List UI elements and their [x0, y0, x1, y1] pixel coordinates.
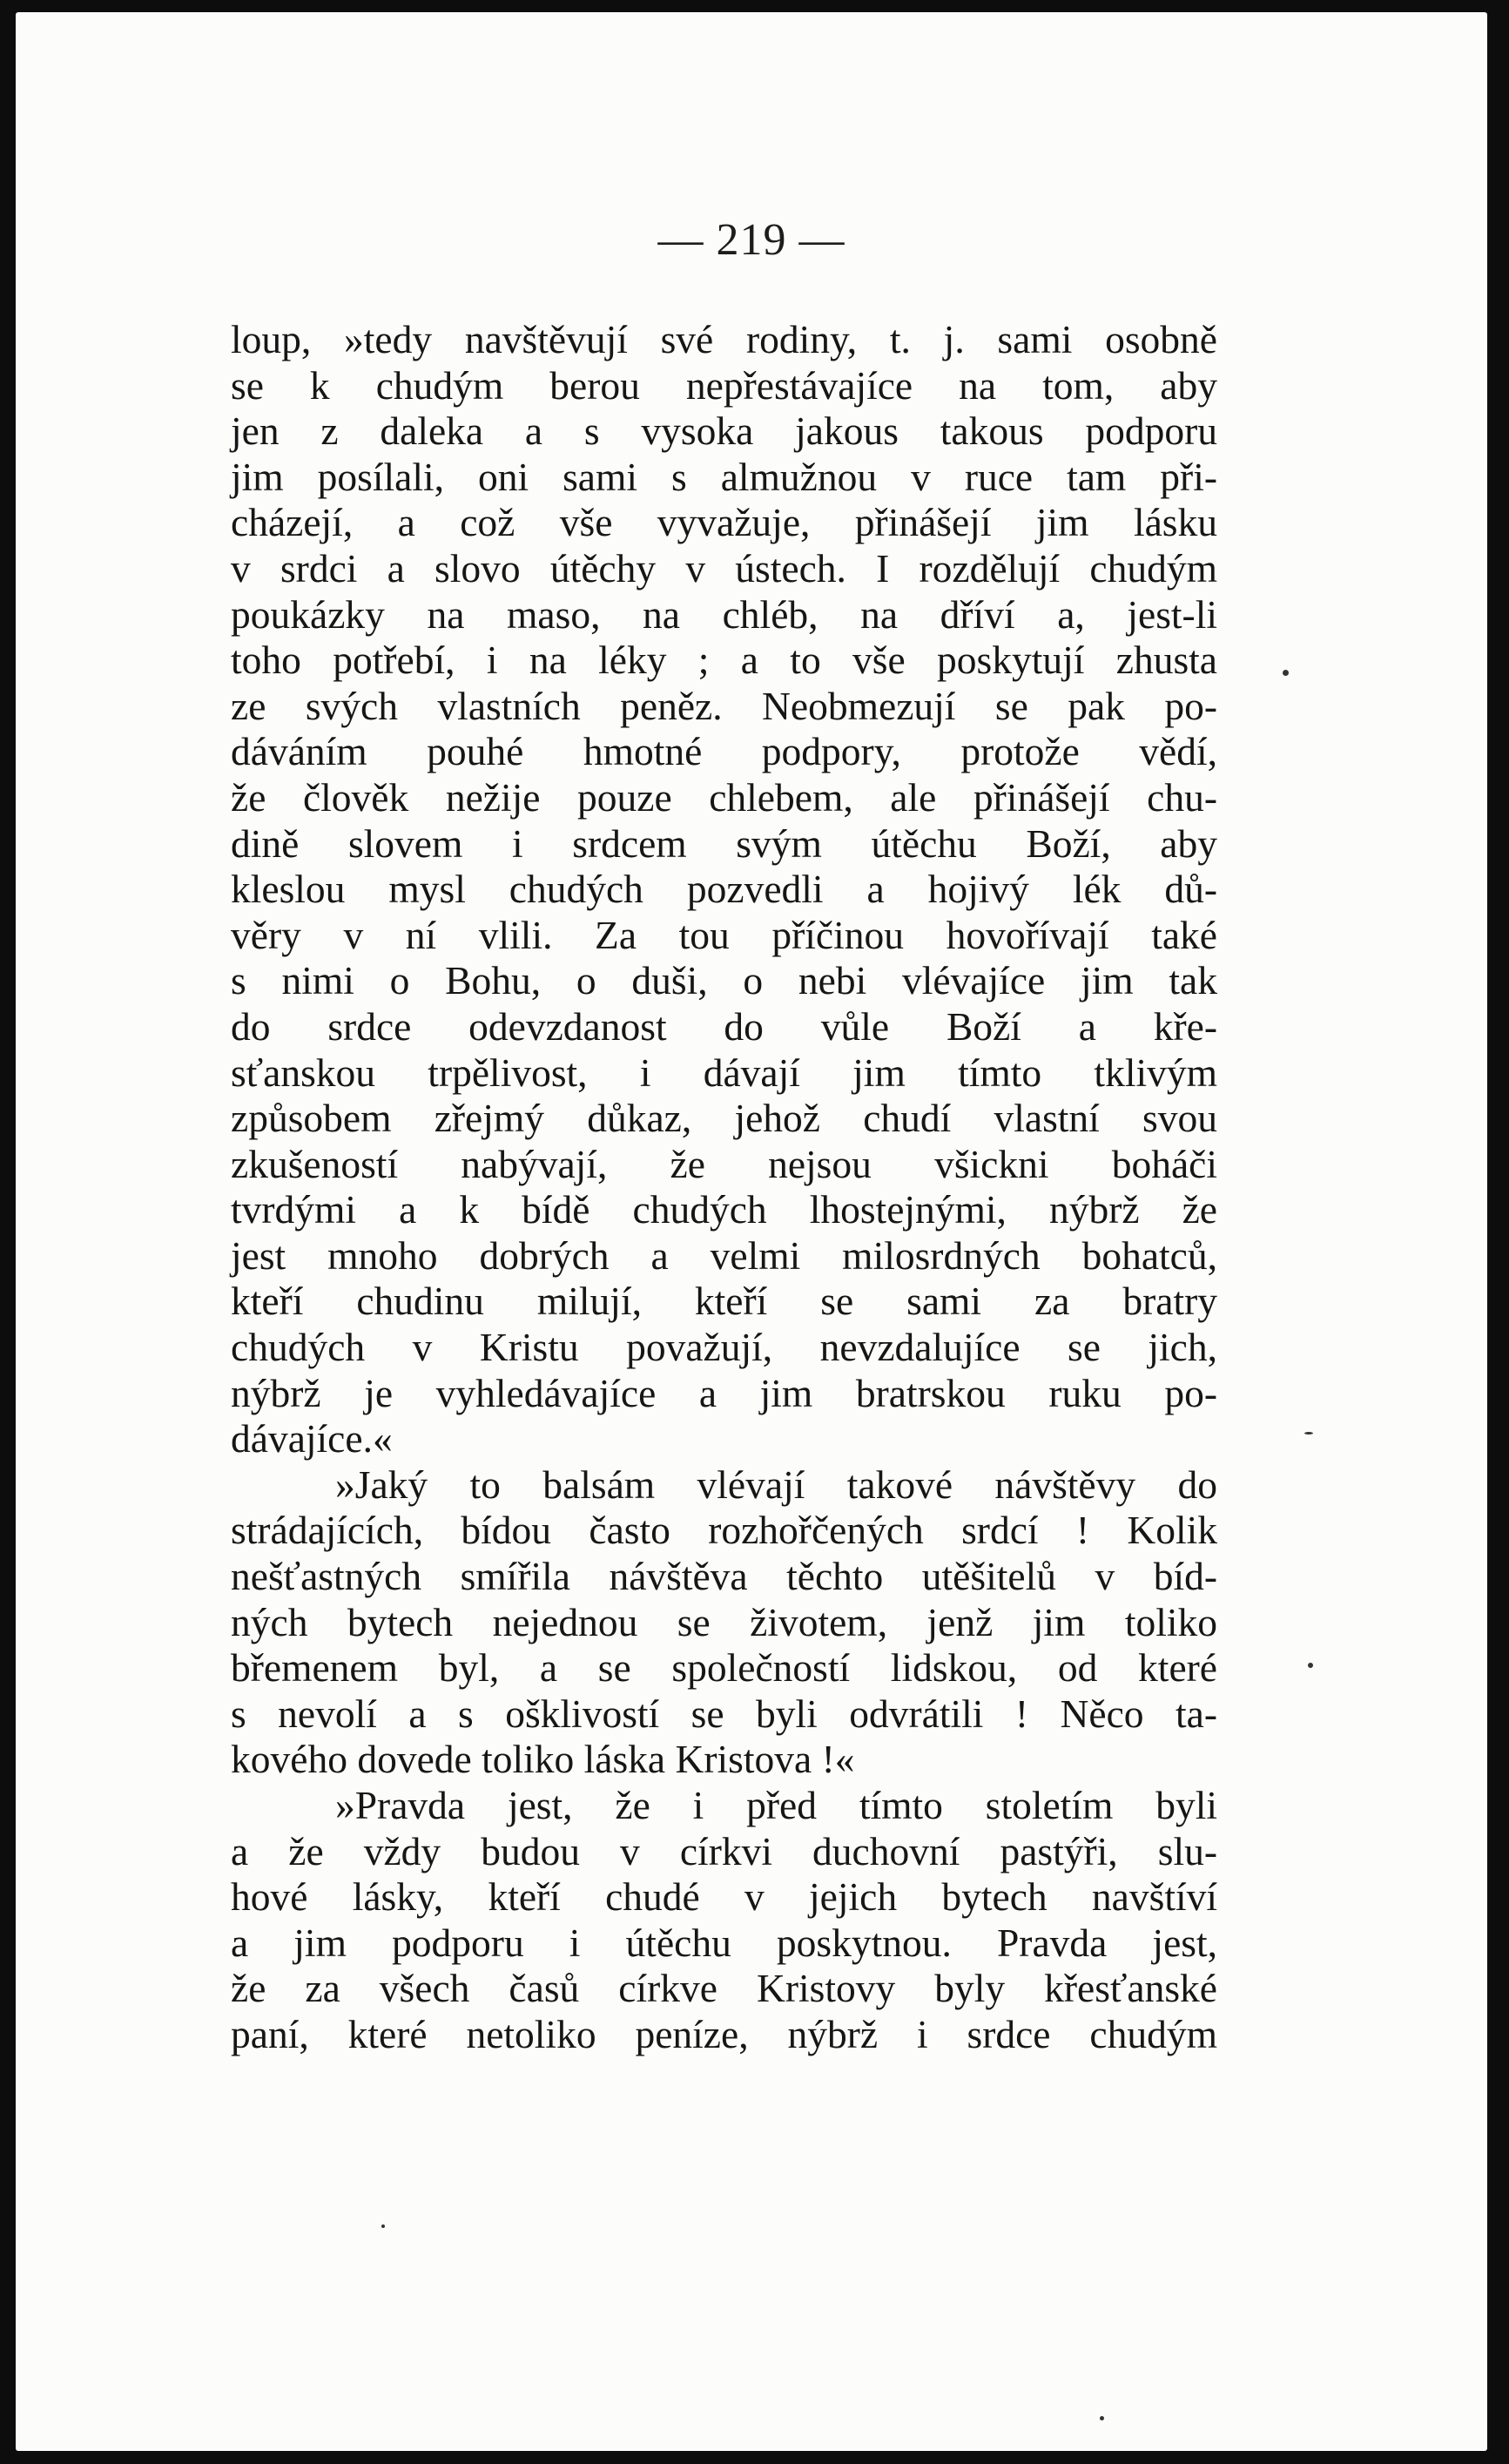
text-line: »Jaký to balsám vlévají takové návštěvy do — [335, 1462, 1217, 1507]
text-line: strádajících, bídou často rozhořčených srdcí ! Kolik — [231, 1508, 1217, 1553]
text-line: nešťastných smířila návštěva těchto utěšitelů v bíd- — [231, 1554, 1217, 1599]
text-line: dávajíce.« — [231, 1416, 393, 1462]
text-line: a jim podporu i útěchu poskytnou. Pravda jest, — [231, 1920, 1217, 1965]
text-line: dáváním pouhé hmotné podpory, protože vědí, — [231, 729, 1217, 774]
text-line: jim posílali, oni sami s almužnou v ruce tam při- — [231, 454, 1217, 499]
text-line: do srdce odevzdanost do vůle Boží a kře- — [231, 1003, 1217, 1049]
text-line: nýbrž je vyhledávajíce a jim bratrskou ruku po- — [231, 1370, 1217, 1415]
text-line: jest mnoho dobrých a velmi milosrdných bohatců, — [231, 1232, 1217, 1278]
text-line: kleslou mysl chudých pozvedli a hojivý lék dů- — [231, 867, 1217, 912]
scan-speck — [1308, 1663, 1313, 1668]
text-line: způsobem zřejmý důkaz, jehož chudí vlastní svou — [231, 1096, 1217, 1141]
text-line: v srdci a slovo útěchy v ústech. I rozdělují chudým — [231, 545, 1217, 591]
text-line: dině slovem i srdcem svým útěchu Boží, aby — [231, 820, 1217, 866]
text-line: loup, »tedy navštěvují své rodiny, t. j. sami osobně — [231, 317, 1217, 361]
text-line: toho potřebí, i na léky ; a to vše poskytují zhusta — [231, 638, 1217, 683]
text-line: a že vždy budou v církvi duchovní pastýři, slu- — [231, 1828, 1217, 1873]
text-line: jen z daleka a s vysoka jakous takous podporu — [231, 408, 1217, 454]
body-text — [231, 317, 1217, 2058]
text-line: věry v ní vlili. Za tou příčinou hovořívají také — [231, 912, 1217, 957]
text-line: cházejí, a což vše vyvažuje, přinášejí jim lásku — [231, 500, 1217, 545]
page-number: — 219 — — [657, 215, 845, 265]
text-line: se k chudým berou nepřestávajíce na tom, aby — [231, 362, 1217, 408]
text-line: ných bytech nejednou se životem, jenž jim toliko — [231, 1599, 1217, 1644]
text-line: kteří chudinu milují, kteří se sami za bratry — [231, 1279, 1217, 1324]
text-line: ze svých vlastních peněz. Neobmezují se pak po- — [231, 683, 1217, 728]
text-line: poukázky na maso, na chléb, na dříví a, jest-li — [231, 591, 1217, 637]
scan-speck — [1283, 670, 1289, 676]
text-line: chudých v Kristu považují, nevzdalujíce se jich, — [231, 1325, 1217, 1370]
text-line: tvrdými a k bídě chudých lhostejnými, nýbrž že — [231, 1187, 1217, 1232]
text-line: s nevolí a s ošklivostí se byli odvrátili ! Něco ta- — [231, 1691, 1217, 1736]
text-line: že člověk nežije pouze chlebem, ale přinášejí chu- — [231, 774, 1217, 820]
text-line: kového dovede toliko láska Kristova !« — [231, 1737, 855, 1782]
text-line: že za všech časů církve Kristovy byly křesťanské — [231, 1966, 1217, 2011]
text-line: hové lásky, kteří chudé v jejich bytech navštíví — [231, 1874, 1217, 1920]
text-line: břemenem byl, a se společností lidskou, od které — [231, 1645, 1217, 1691]
scan-speck — [1304, 1432, 1313, 1435]
scan-speck — [381, 2224, 385, 2228]
book-page — [16, 12, 1487, 2451]
scan-speck — [1100, 2416, 1104, 2420]
text-line: s nimi o Bohu, o duši, o nebi vlévajíce jim tak — [231, 958, 1217, 1003]
text-line: paní, které netoliko peníze, nýbrž i srdce chudým — [231, 2011, 1217, 2056]
text-line: »Pravda jest, že i před tímto stoletím byli — [335, 1783, 1217, 1827]
text-line: sťanskou trpělivost, i dávají jim tímto tklivým — [231, 1050, 1217, 1095]
text-line: zkušeností nabývají, že nejsou všickni boháči — [231, 1141, 1217, 1186]
